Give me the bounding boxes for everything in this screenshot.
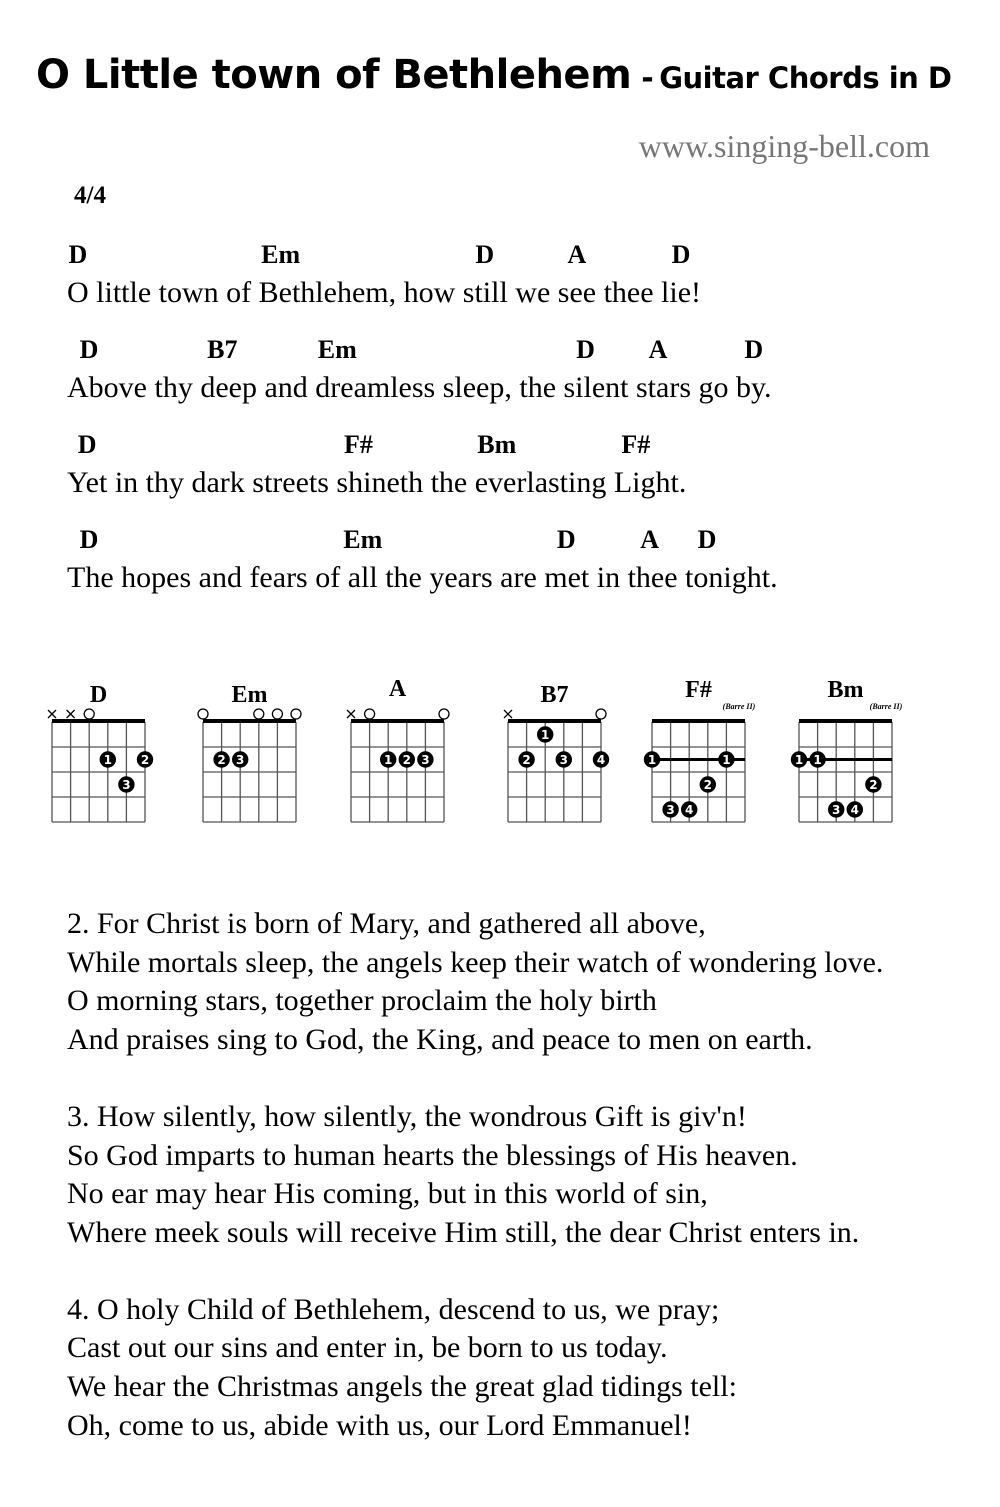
chord-diagram-name: Em [231,682,268,708]
open-string-mark [198,709,208,719]
lyric-line: Above thy deep and dreamless sleep, the silent stars go by. [67,371,772,404]
chord-label: D [77,430,97,459]
open-string-mark [439,709,449,719]
chord-label: Em [343,525,383,554]
nut [203,719,296,723]
finger-number: 1 [813,752,822,767]
chord-label: D [79,335,99,364]
chord-label: A [567,240,587,269]
lyric-line: Cast out our sins and enter in, be born to us today. [67,1331,668,1365]
barre-note: (Barre II) [722,702,756,711]
nut [508,719,601,723]
finger-number: 1 [722,752,731,767]
lyric-line: No ear may hear His coming, but in this world of sin, [67,1177,708,1211]
lyric-line: Oh, come to us, abide with us, our Lord Emmanuel! [67,1408,692,1442]
finger-number: 2 [402,752,411,767]
open-string-mark [272,709,282,719]
chord-label: D [697,525,717,554]
chord-label: A [648,335,668,364]
chord-diagram-name: Bm [827,677,864,703]
finger-number: 2 [703,777,712,792]
finger-number: 3 [236,752,245,767]
finger-number: 1 [647,752,657,767]
open-string-mark [254,709,264,719]
open-string-mark [84,709,94,719]
title-separator: - [641,61,654,96]
chord-label: D [556,525,576,554]
nut [351,719,444,723]
lyric-line: The hopes and fears of all the years are met in thee tonight. [67,561,778,594]
open-string-mark [365,709,375,719]
finger-number: 4 [850,802,859,817]
finger-number: 1 [103,752,112,767]
additional-verses [67,905,883,1483]
finger-number: 2 [869,777,878,792]
verse-stanza [67,1291,883,1446]
lyric-line: We hear the Christmas angels the great glad tidings tell: [67,1370,737,1404]
finger-number: 2 [522,752,531,767]
chord-diagram-name: D [89,682,108,708]
lyric-line: And praises sing to God, the King, and peace to men on earth. [67,1023,813,1057]
finger-number: 3 [666,802,675,817]
finger-number: 2 [217,752,226,767]
lyric-line: While mortals sleep, the angels keep their watch of wondering love. [67,945,884,979]
lyric-line: So God imparts to human hearts the blessings of His heaven. [67,1138,798,1172]
finger-number: 3 [559,752,568,767]
chord-label: Em [317,335,357,364]
chord-label: D [475,240,495,269]
barre-note: (Barre II) [869,702,903,711]
chord-diagram-name: F# [685,677,712,703]
lyric-line: 4. O holy Child of Bethlehem, descend to us, we pray; [67,1292,720,1326]
chord-label: Em [261,240,301,269]
chord-diagram-name: A [388,676,407,702]
chord-label: D [671,240,691,269]
chord-label: Bm [477,430,517,459]
finger-number: 1 [384,752,393,767]
lyric-line: 2. For Christ is born of Mary, and gathered all above, [67,907,706,940]
chord-label: D [79,525,99,554]
nut [52,719,145,723]
chord-label: B7 [207,335,238,364]
nut [799,719,892,723]
finger-number: 2 [140,752,150,767]
finger-number: 3 [421,752,430,767]
finger-number: 3 [122,777,131,792]
lyric-line: 3. How silently, how silently, the wondrous Gift is giv'n! [67,1099,747,1133]
time-signature: 4/4 [74,182,106,209]
chord-label: D [68,240,88,269]
open-string-mark [291,709,301,719]
finger-number: 3 [832,802,841,817]
chord-label: A [640,525,659,554]
finger-number: 1 [794,752,804,767]
song-subtitle: Guitar Chords in D [659,61,952,95]
song-title: O Little town of Bethlehem [36,52,632,98]
lyric-line: Yet in thy dark streets shineth the everlasting Light. [67,466,687,499]
lyric-line: Where meek souls will receive Him still, the dear Christ enters in. [67,1215,860,1249]
lyric-line: O little town of Bethlehem, how still we see thee lie! [67,276,702,309]
nut [652,719,745,723]
finger-number: 4 [685,802,694,817]
chord-label: F# [343,430,373,459]
website-watermark: www.singing-bell.com [638,128,930,164]
chord-diagram-name: B7 [540,682,569,708]
lyric-line: O morning stars, together proclaim the holy birth [67,984,657,1018]
verse-stanza [67,905,883,1060]
chord-label: D [744,335,764,364]
verse-stanza [67,1098,883,1253]
chord-label: D [576,335,595,364]
chord-label: F# [621,430,651,459]
open-string-mark [596,709,606,719]
finger-number: 4 [596,752,606,767]
finger-number: 1 [541,727,550,742]
